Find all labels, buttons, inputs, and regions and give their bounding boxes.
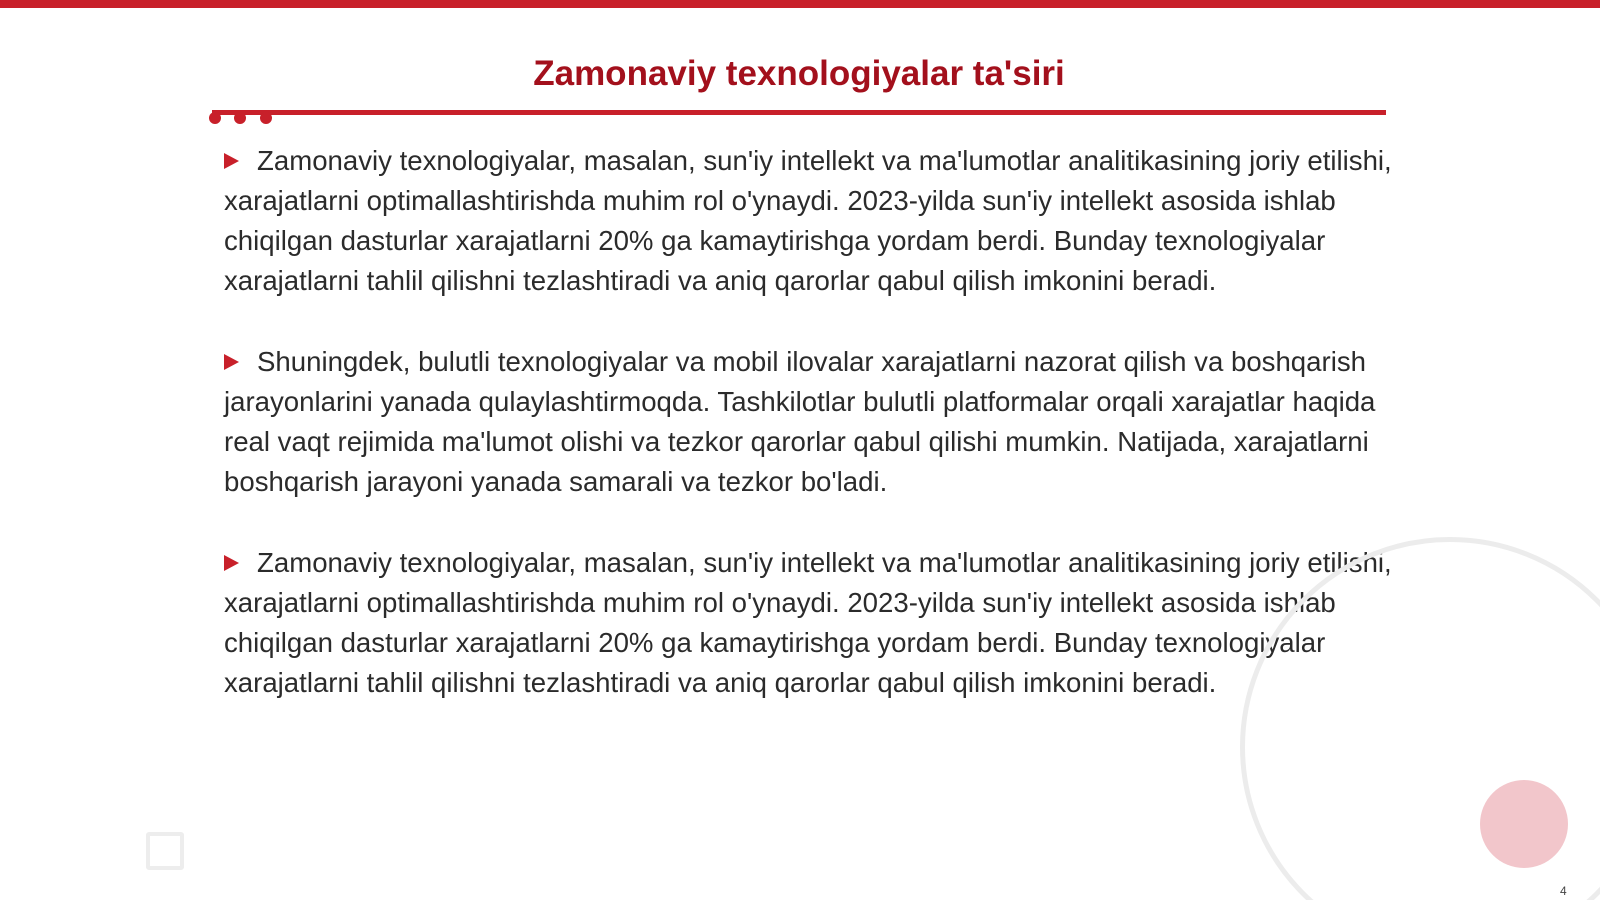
top-accent-bar <box>0 0 1600 8</box>
paragraph-text: Zamonaviy texnologiyalar, masalan, sun'iy intellekt va ma'lumotlar analitikasining joriy etilishi, xarajatlarni optimallashtirishda muhim rol o'ynaydi. 2023-yilda sun'iy intellekt asosida ishlab chiqilgan dasturlar xarajatlarni 20% ga kamaytirishga yordam berdi. Bunday texnologiyalar xarajatlarni tahlil qilishni tezlashtiradi va aniq qarorlar qabul qilish imkonini beradi. <box>224 145 1392 296</box>
bullet-paragraph <box>224 543 1400 703</box>
bullet-list <box>224 141 1400 744</box>
decor-dot <box>260 112 272 124</box>
triangle-right-icon <box>224 555 239 571</box>
slide-title: Zamonaviy texnologiyalar ta'siri <box>533 54 1065 93</box>
triangle-right-icon <box>224 354 239 370</box>
decor-dot <box>209 112 221 124</box>
triangle-right-icon <box>224 153 239 169</box>
bullet-paragraph <box>224 342 1400 502</box>
page-number: 4 <box>1560 884 1567 898</box>
paragraph-text: Shuningdek, bulutli texnologiyalar va mobil ilovalar xarajatlarni nazorat qilish va boshqarish jarayonlarini yanada qulaylashtirmoqda. Tashkilotlar bulutli platformalar orqali xarajatlar haqida real vaqt rejimida ma'lumot olishi va tezkor qarorlar qabul qilishi mumkin. Natijada, xarajatlarni boshqarish jarayoni yanada samarali va tezkor bo'ladi. <box>224 346 1376 497</box>
bullet-paragraph <box>224 141 1400 301</box>
paragraph-text: Zamonaviy texnologiyalar, masalan, sun'iy intellekt va ma'lumotlar analitikasining joriy etilishi, xarajatlarni optimallashtirishda muhim rol o'ynaydi. 2023-yilda sun'iy intellekt asosida ishlab chiqilgan dasturlar xarajatlarni 20% ga kamaytirishga yordam berdi. Bunday texnologiyalar xarajatlarni tahlil qilishni tezlashtiradi va aniq qarorlar qabul qilish imkonini beradi. <box>224 547 1392 698</box>
decor-dot <box>234 112 246 124</box>
title-underline <box>212 110 1386 115</box>
decor-circle-filled <box>1480 780 1568 868</box>
decor-square <box>146 832 184 870</box>
